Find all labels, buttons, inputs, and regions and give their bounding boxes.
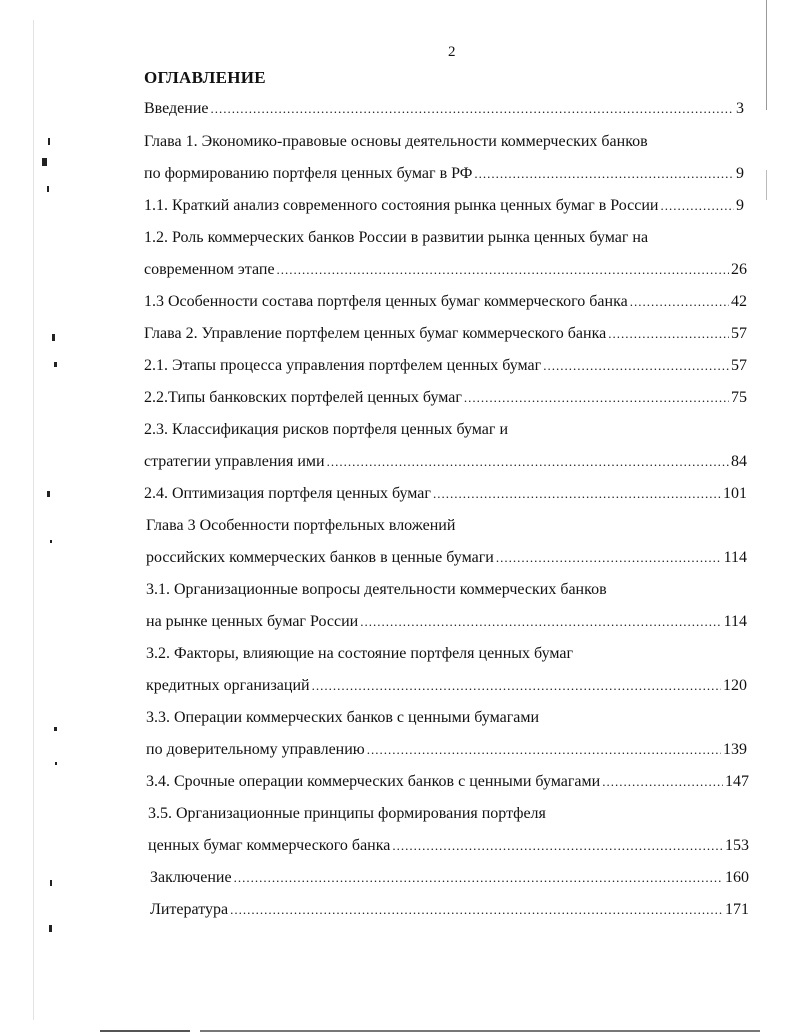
- toc-entry-chapter1-line2: по формированию портфеля ценных бумаг в РФ ..... 9: [144, 165, 744, 187]
- scan-edge-line-right: [766, 0, 767, 110]
- scan-mark: [42, 158, 47, 166]
- toc-entry-literature: Литература ..... 171: [150, 901, 749, 923]
- toc-entry-3-3-line1: 3.3. Операции коммерческих банков с ценными бумагами: [146, 709, 540, 726]
- toc-entry-3-5-line2: ценных бумаг коммерческого банка ..... 153: [148, 837, 749, 859]
- scan-mark: [55, 762, 57, 765]
- toc-entry-intro: Введение ..... 3: [144, 100, 744, 122]
- toc-entry-chapter3-line2: российских коммерческих банков в ценные бумаги ..... 114: [146, 549, 747, 571]
- scan-mark: [54, 362, 57, 367]
- toc-entry-2-3-line2: стратегии управления ими ..... 84: [144, 453, 747, 475]
- toc-entry-1-3: 1.3 Особенности состава портфеля ценных бумаг коммерческого банка ..... 42: [144, 293, 747, 315]
- toc-entry-2-3-line1: 2.3. Классификация рисков портфеля ценных бумаг и: [144, 421, 509, 438]
- toc-entry-3-1-line2: на рынке ценных бумаг России ..... 114: [146, 613, 747, 635]
- scan-bottom-line: [200, 1030, 760, 1032]
- toc-entry-3-4: 3.4. Срочные операции коммерческих банков с ценными бумагами ..... 147: [146, 773, 749, 795]
- toc-entry-1-2-line2: современном этапе ..... 26: [144, 261, 747, 283]
- toc-entry-chapter3-line1: Глава 3 Особенности портфельных вложений: [146, 517, 456, 534]
- scan-mark: [50, 880, 52, 886]
- scan-mark: [52, 334, 55, 341]
- toc-entry-1-2-line1: 1.2. Роль коммерческих банков России в развитии рынка ценных бумаг на: [144, 229, 649, 246]
- toc-entry-3-2-line1: 3.2. Факторы, влияющие на состояние портфеля ценных бумаг: [146, 645, 574, 662]
- toc-heading: ОГЛАВЛЕНИЕ: [144, 68, 266, 87]
- toc-entry-chapter1-line1: Глава 1. Экономико-правовые основы деятельности коммерческих банков: [144, 133, 648, 150]
- scan-mark: [54, 727, 57, 731]
- toc-entry-3-5-line1: 3.5. Организационные принципы формирования портфеля: [148, 805, 546, 822]
- scan-mark: [48, 138, 50, 145]
- toc-entry-3-1-line1: 3.1. Организационные вопросы деятельности коммерческих банков: [146, 581, 607, 598]
- scan-mark: [47, 186, 49, 192]
- scan-mark: [47, 491, 50, 497]
- scan-mark: [49, 925, 52, 932]
- toc-entry-2-1: 2.1. Этапы процесса управления портфелем ценных бумаг ..... 57: [144, 357, 747, 379]
- toc-entry-2-4: 2.4. Оптимизация портфеля ценных бумаг ..... 101: [144, 485, 747, 507]
- scan-bottom-line: [100, 1030, 190, 1032]
- page-number: 2: [448, 44, 456, 60]
- scan-mark: [50, 540, 52, 543]
- scan-edge-line-right-lower: [766, 170, 767, 200]
- toc-entry-conclusion: Заключение ..... 160: [150, 869, 749, 891]
- toc-entry-3-2-line2: кредитных организаций ..... 120: [146, 677, 747, 699]
- toc-entry-3-3-line2: по доверительному управлению ..... 139: [146, 741, 747, 763]
- toc-entry-2-2: 2.2.Типы банковских портфелей ценных бумаг ..... 75: [144, 389, 747, 411]
- toc-entry-1-1: 1.1. Краткий анализ современного состояния рынка ценных бумаг в России ..... 9: [144, 197, 744, 219]
- toc-entry-chapter2: Глава 2. Управление портфелем ценных бумаг коммерческого банка ..... 57: [144, 325, 747, 347]
- scan-margin-line-left: [33, 20, 34, 1020]
